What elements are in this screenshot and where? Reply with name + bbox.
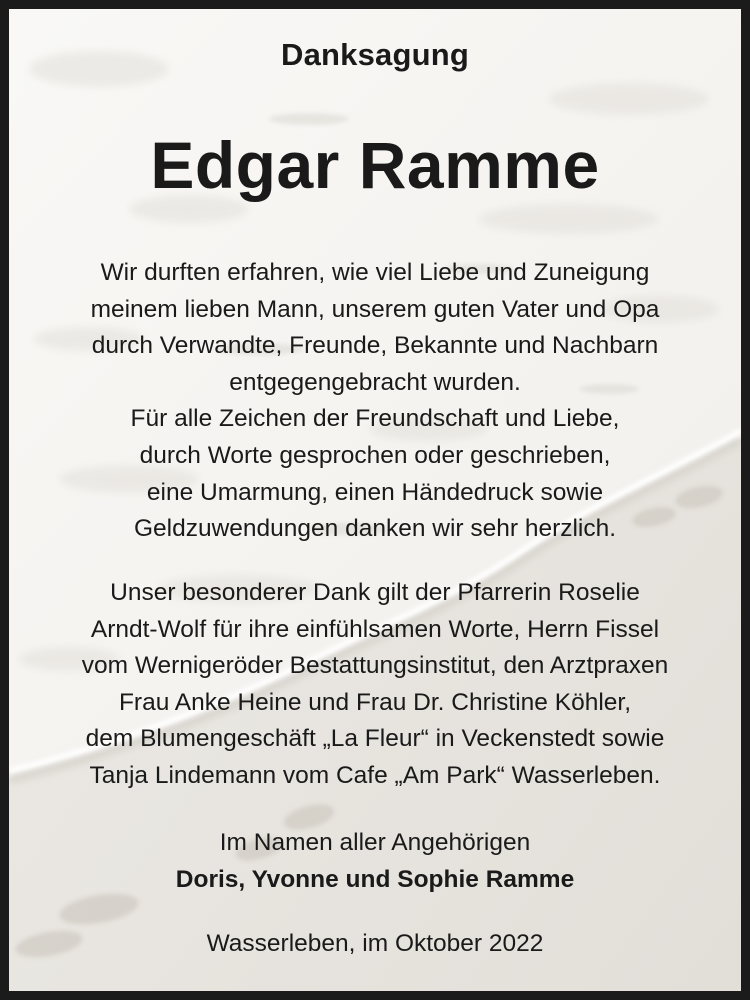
signature-intro: Im Namen aller Angehörigen: [219, 829, 531, 856]
text-line: meinem lieben Mann, unserem guten Vater und Opa: [90, 295, 660, 323]
text-line: Unser besonderer Dank gilt der Pfarrerin Roselie: [110, 579, 640, 606]
signature-names: Doris, Yvonne und Sophie Ramme: [175, 865, 575, 893]
text-line: Arndt-Wolf für ihre einfühlsamen Worte, Herrn Fissel: [90, 615, 660, 643]
notice-heading: Danksagung: [280, 37, 470, 72]
text-line: durch Verwandte, Freunde, Bekannte und Nachbarn: [91, 332, 659, 360]
thanks-paragraph: [9, 255, 741, 548]
text-line: eine Umarmung, einen Händedruck sowie: [146, 478, 604, 506]
text-line: Wir durften erfahren, wie viel Liebe und Zuneigung: [100, 259, 650, 286]
text-line: durch Worte gesprochen oder geschrieben,: [139, 441, 611, 469]
notice-text: [9, 9, 741, 991]
special-thanks-paragraph: [9, 575, 741, 795]
text-line: dem Blumengeschäft „La Fleur“ in Veckenstedt sowie: [85, 725, 665, 753]
deceased-name: Edgar Ramme: [150, 128, 600, 202]
text-line: Geldzuwendungen danken wir sehr herzlich.: [133, 515, 617, 543]
text-line: Für alle Zeichen der Freundschaft und Liebe,: [130, 405, 620, 433]
signature-block: [9, 825, 741, 898]
text-line: entgegengebracht wurden.: [229, 368, 521, 396]
text-line: Frau Anke Heine und Frau Dr. Christine Köhler,: [118, 688, 632, 716]
text-line: Tanja Lindemann vom Cafe „Am Park“ Wasserleben.: [89, 761, 661, 789]
text-line: vom Wernigeröder Bestattungsinstitut, den Arztpraxen: [81, 652, 669, 680]
place-and-date: Wasserleben, im Oktober 2022: [206, 930, 544, 957]
